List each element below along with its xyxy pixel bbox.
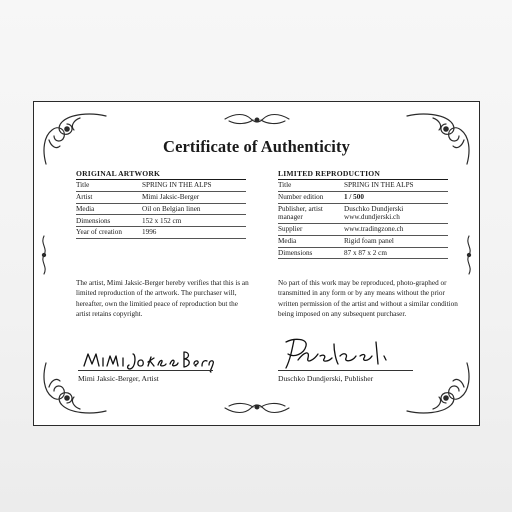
flourish-corner-icon (403, 359, 473, 417)
flourish-side-icon (464, 234, 474, 276)
row-label: Media (278, 235, 344, 247)
table-row (278, 203, 448, 223)
row-value: Mimi Jaksic-Berger (142, 191, 246, 203)
row-label: Publisher, artist manager (278, 203, 344, 223)
publisher-signature-line (278, 370, 413, 371)
certificate-card (33, 101, 480, 426)
row-value: Rigid foam panel (344, 235, 448, 247)
limited-reproduction-heading: LIMITED REPRODUCTION (278, 169, 448, 180)
table-row (278, 247, 448, 259)
row-label: Number edition (278, 191, 344, 203)
certificate-title: Certificate of Authenticity (163, 137, 350, 156)
table-row (278, 191, 448, 203)
table-row (76, 180, 246, 191)
artist-signature-line (78, 370, 213, 371)
edition-number: 1 / 500 (344, 192, 364, 201)
row-value: Duschko Dundjerski www.dundjerski.ch (344, 203, 448, 223)
row-value: SPRING IN THE ALPS (142, 180, 246, 191)
row-label: Title (76, 180, 142, 191)
flourish-center-icon (221, 400, 293, 416)
row-label: Media (76, 203, 142, 215)
original-artwork-section (76, 169, 246, 239)
row-label: Supplier (278, 223, 344, 235)
publisher-name: Duschko Dundjerski, Publisher (278, 374, 374, 383)
row-label: Dimensions (76, 215, 142, 227)
row-label: Title (278, 180, 344, 191)
table-row (278, 235, 448, 247)
table-row (76, 203, 246, 215)
row-value: Oil on Belgian linen (142, 203, 246, 215)
original-artwork-heading: ORIGINAL ARTWORK (76, 169, 246, 180)
row-value: 1996 (142, 227, 246, 239)
row-value: 152 x 152 cm (142, 215, 246, 227)
row-label: Dimensions (278, 247, 344, 259)
original-artwork-table (76, 180, 246, 239)
table-row (278, 180, 448, 191)
flourish-center-icon (221, 111, 293, 127)
table-row (76, 215, 246, 227)
row-value: SPRING IN THE ALPS (344, 180, 448, 191)
table-row (76, 227, 246, 239)
row-value (344, 191, 448, 203)
table-row (76, 191, 246, 203)
artist-name: Mimi Jaksic-Berger, Artist (78, 374, 159, 383)
row-label: Artist (76, 191, 142, 203)
row-value: 87 x 87 x 2 cm (344, 247, 448, 259)
publisher-signature (280, 334, 400, 374)
row-label: Year of creation (76, 227, 142, 239)
table-row (278, 223, 448, 235)
artist-statement: The artist, Mimi Jaksic-Berger hereby verifies that this is an limited reproduction of the artwork. The purchaser will, hereafter, own the limitied peace of reproduction but the artist retains copyright. (76, 279, 249, 319)
publisher-statement: No part of this work may be reproduced, photo-graphed or transmitted in any form or by any means without the prior written permission of the artist and without a similar condition being imposed on any subsequent purchaser. (278, 279, 458, 319)
flourish-side-icon (39, 234, 49, 276)
limited-reproduction-section (278, 169, 448, 259)
limited-reproduction-table (278, 180, 448, 259)
row-value: www.tradingzone.ch (344, 223, 448, 235)
